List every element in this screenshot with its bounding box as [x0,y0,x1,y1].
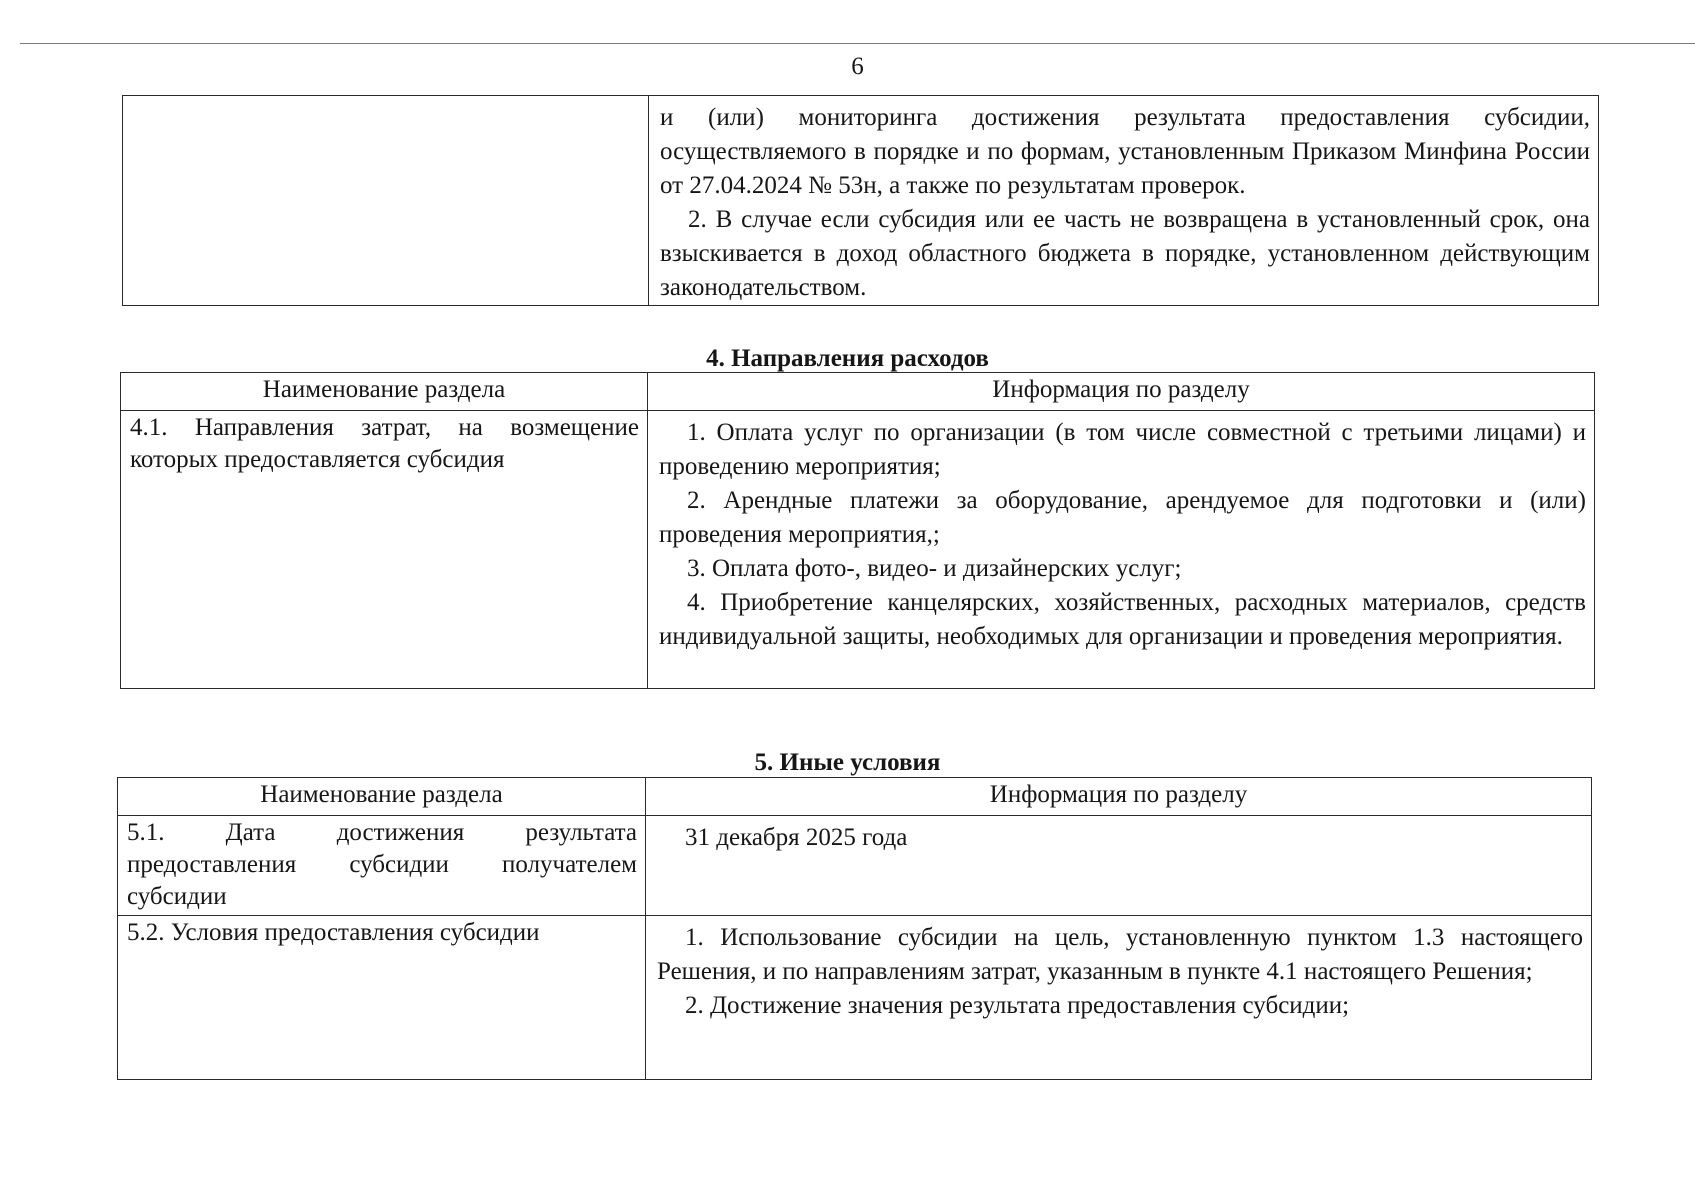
carryover-info-cell [649,96,1599,306]
column-header-info: Информация по разделу [646,778,1592,816]
row-name-4-1: 4.1. Направления затрат, на возмещение которых предоставляется субсидия [121,411,648,689]
row-info-4-1 [648,411,1595,689]
table-row [118,816,1592,916]
section-4-title: 4. Направления расходов [706,345,989,372]
table-row [121,411,1595,689]
list-item: 1. Использование субсидии на цель, установленную пунктом 1.3 настоящего Решения, и по направлениям затрат, указанным в пункте 4.1 настоящего Решения; [657,924,1583,985]
carryover-paragraph: 2. В случае если субсидия или ее часть не возвращена в установленный срок, она взыскивается в доход областного бюджета в порядке, установленном действующим законодательством. [660,206,1590,301]
list-item: 2. Арендные платежи за оборудование, арендуемое для подготовки и (или) проведения мероприятия,; [659,487,1586,548]
column-header-name: Наименование раздела [118,778,646,816]
carryover-name-cell [123,96,649,306]
list-item: 3. Оплата фото-, видео- и дизайнерских услуг; [687,555,1182,582]
row-info-5-2 [646,916,1592,1080]
list-item: 4. Приобретение канцелярских, хозяйственных, расходных материалов, средств индивидуальной защиты, необходимых для организации и проведения мероприятия. [659,589,1586,650]
row-value-5-1: 31 декабря 2025 года [685,824,908,851]
table-row [123,96,1599,306]
row-name-5-1: 5.1. Дата достижения результата предоставления субсидии получателем субсидии [118,816,646,916]
column-header-name: Наименование раздела [121,373,648,411]
list-item: 1. Оплата услуг по организации (в том числе совместной с третьими лицами) и проведению мероприятия; [659,419,1586,480]
row-info-5-1 [646,816,1592,916]
section-4-table [120,372,1595,689]
top-rule [20,43,1695,44]
column-header-info: Информация по разделу [648,373,1595,411]
table-row [118,916,1592,1080]
carryover-table [122,95,1599,306]
section-5-table [117,777,1592,1080]
section-5-title: 5. Иные условия [754,749,941,776]
page-number: 6 [851,53,864,80]
carryover-paragraph: и (или) мониторинга достижения результата предоставления субсидии, осуществляемого в порядке и по формам, установленным Приказом Минфина России от 27.04.2024 № 53н, а также по результатам проверок. [660,104,1590,199]
table-header-row [121,373,1595,411]
row-name-5-2: 5.2. Условия предоставления субсидии [118,916,646,1080]
table-header-row [118,778,1592,816]
list-item: 2. Достижение значения результата предоставления субсидии; [685,992,1350,1019]
